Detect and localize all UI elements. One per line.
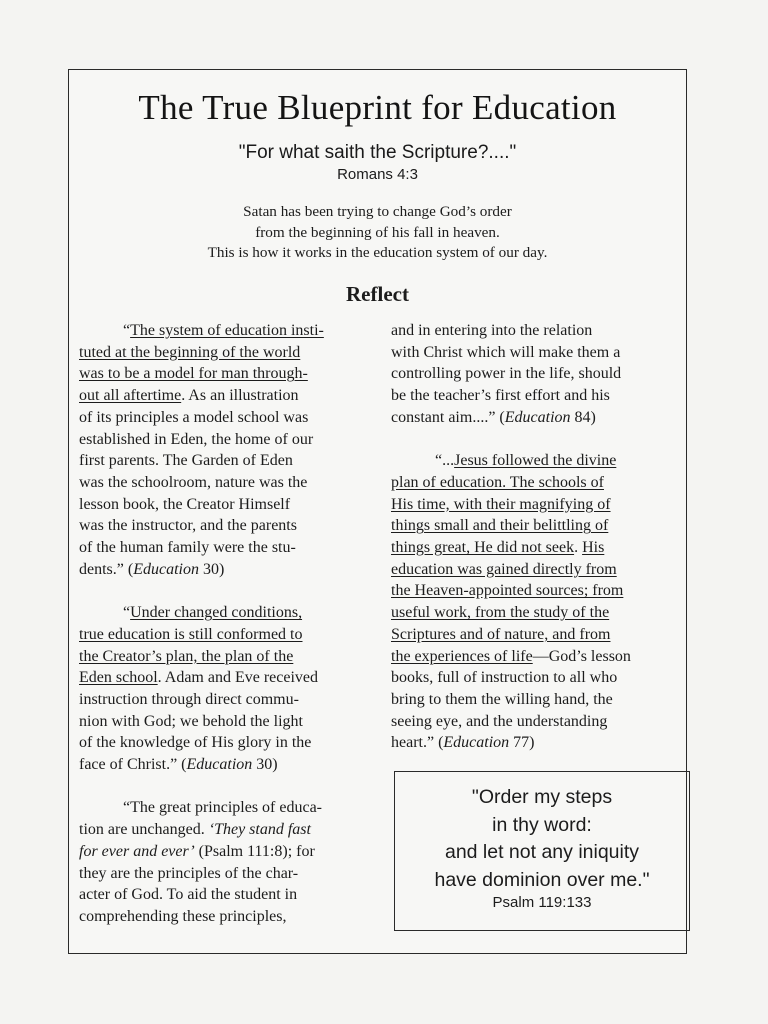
text-line: the experiences of life—God’s lesson — [391, 647, 631, 665]
text-line: and in entering into the relation — [391, 322, 593, 339]
intro-text — [69, 202, 686, 264]
text-line: heart.” (Education 77) — [391, 734, 535, 752]
quote-line: and let not any iniquity — [444, 841, 640, 863]
text-line: Scriptures and of nature, and from — [391, 625, 611, 643]
paragraph-4 — [391, 320, 683, 429]
text-line: things small and their belittling of — [391, 517, 609, 535]
intro-line: This is how it works in the education system of our day. — [207, 244, 548, 261]
text-line: “The great principles of educa- — [123, 799, 323, 817]
right-column — [391, 320, 683, 776]
text-line: was to be a model for man through- — [79, 365, 308, 383]
text-line: “Under changed conditions, — [123, 604, 303, 622]
scripture-quote: "For what saith the Scripture?...." — [238, 142, 517, 163]
text-line: seeing eye, and the understanding — [391, 712, 608, 730]
scripture-quote-box — [394, 771, 690, 931]
page-title: The True Blueprint for Education — [138, 88, 617, 127]
text-line: Eden school. Adam and Eve received — [79, 669, 319, 687]
text-line: be the teacher’s first effort and his — [391, 387, 610, 405]
text-line: books, full of instruction to all who — [391, 669, 618, 687]
paragraph-5 — [391, 450, 683, 754]
text-line: of the knowledge of His glory in the — [79, 734, 312, 752]
intro-line: from the beginning of his fall in heaven. — [255, 223, 500, 241]
text-line: things great, He did not seek. His — [391, 539, 605, 557]
text-line: the Creator’s plan, the plan of the — [79, 647, 294, 665]
text-line: instruction through direct commu- — [79, 690, 299, 708]
text-line: face of Christ.” (Education 30) — [79, 756, 278, 774]
text-line: first parents. The Garden of Eden — [79, 452, 293, 470]
text-line: plan of education. The schools of — [391, 473, 604, 491]
text-line: tion are unchanged. ‘They stand fast — [79, 821, 311, 839]
text-line: nion with God; we behold the light — [79, 712, 303, 730]
text-line: constant aim....” (Education 84) — [391, 408, 596, 426]
text-line: His time, with their magnifying of — [391, 495, 611, 513]
text-line: with Christ which will make them a — [391, 343, 621, 361]
quote-line: have dominion over me." — [434, 868, 650, 891]
text-line: comprehending these principles, — [79, 907, 287, 925]
quote-line: in thy word: — [492, 813, 592, 836]
text-line: useful work, from the study of the — [391, 604, 610, 622]
text-line: “The system of education insti- — [123, 322, 324, 339]
text-line: they are the principles of the char- — [79, 864, 299, 882]
text-line: dents.” (Education 30) — [79, 560, 225, 578]
left-column — [79, 320, 379, 949]
text-line: tuted at the beginning of the world — [79, 343, 301, 361]
text-line: established in Eden, the home of our — [79, 430, 314, 448]
document-frame — [68, 69, 687, 954]
text-line: true education is still conformed to — [79, 625, 303, 643]
text-line: education was gained directly from — [391, 560, 617, 578]
text-line: the Heaven-appointed sources; from — [391, 582, 624, 600]
text-line: out all aftertime. As an illustration — [79, 387, 299, 405]
section-heading: Reflect — [346, 282, 409, 306]
text-line: of the human family were the stu- — [79, 539, 296, 557]
intro-line: Satan has been trying to change God’s order — [243, 203, 512, 220]
quote-reference: Psalm 119:133 — [492, 894, 592, 911]
paragraph-3 — [79, 797, 379, 927]
text-line: “...Jesus followed the divine — [435, 452, 617, 470]
text-line: controlling power in the life, should — [391, 365, 622, 383]
text-line: was the schoolroom, nature was the — [79, 473, 308, 491]
scripture-reference: Romans 4:3 — [337, 166, 418, 183]
text-line: lesson book, the Creator Himself — [79, 495, 291, 513]
text-line: for ever and ever’ (Psalm 111:8); for — [79, 842, 315, 860]
text-line: of its principles a model school was — [79, 408, 309, 426]
paragraph-1 — [79, 320, 379, 580]
text-line: acter of God. To aid the student in — [79, 886, 298, 904]
text-line: was the instructor, and the parents — [79, 517, 297, 535]
paragraph-2 — [79, 602, 379, 776]
quote-line: "Order my steps — [471, 786, 613, 808]
text-line: bring to them the willing hand, the — [391, 690, 613, 708]
